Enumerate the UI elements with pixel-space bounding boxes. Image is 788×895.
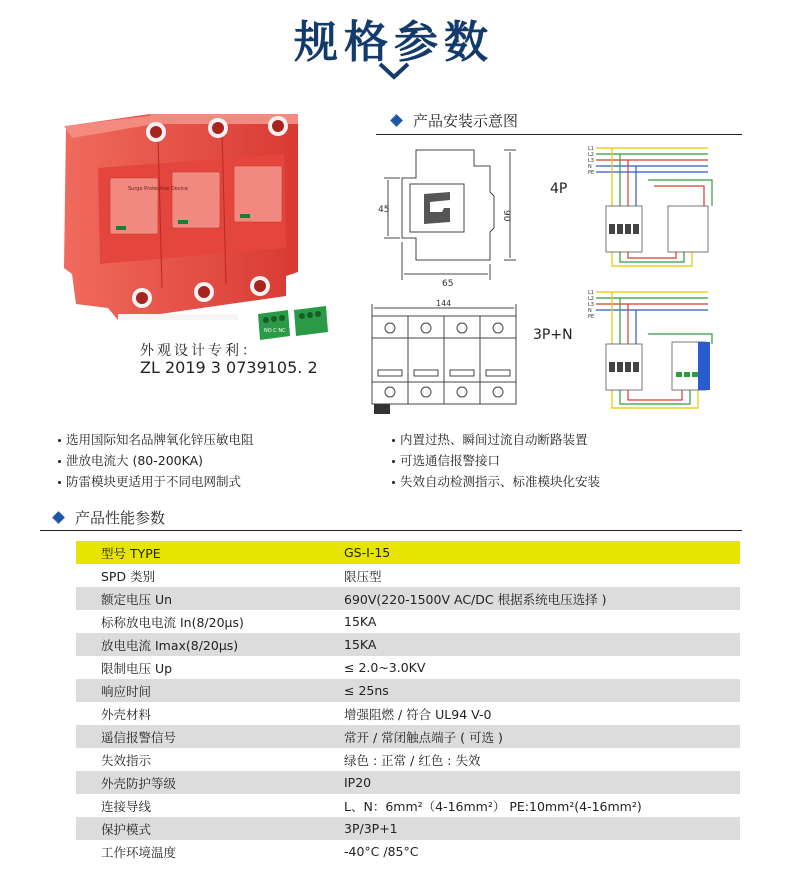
spec-value: GS-I-15 xyxy=(321,541,740,564)
spec-value: ≤ 2.0~3.0KV xyxy=(321,656,740,679)
table-row xyxy=(76,771,740,794)
spec-value: 增强阻燃 / 符合 UL94 V-0 xyxy=(321,702,740,725)
feature-item: 失效自动检测指示、标准模块化安装 xyxy=(392,472,600,490)
spec-key: 保护模式 xyxy=(76,817,321,840)
table-row xyxy=(76,633,740,656)
diamond-bullet-icon xyxy=(52,511,65,524)
product-label-text: Surge Protective Device xyxy=(128,186,188,192)
table-row xyxy=(76,817,740,840)
table-row xyxy=(76,725,740,748)
spec-key: 标称放电电流 In(8/20µs) xyxy=(76,610,321,633)
dim-height-outer: 90 xyxy=(501,210,511,222)
wiring-diagram-4p xyxy=(588,140,728,274)
install-section-title: 产品安装示意图 xyxy=(413,112,519,130)
spec-key: 额定电压 Un xyxy=(76,587,321,610)
patent-number: ZL 2019 3 0739105. 2 xyxy=(140,358,318,377)
diamond-bullet-icon xyxy=(390,114,403,127)
performance-section-title: 产品性能参数 xyxy=(75,509,166,527)
terminal-text: NO C NC xyxy=(264,328,286,334)
wiring-3pn-label: 3P+N xyxy=(533,327,573,343)
feature-item: 选用国际知名品牌氧化锌压敏电阻 xyxy=(58,430,254,448)
spec-key: 型号 TYPE xyxy=(76,541,321,564)
install-section-heading xyxy=(392,110,518,131)
spec-key: 遥信报警信号 xyxy=(76,725,321,748)
product-image xyxy=(58,108,328,328)
spec-value: 15KA xyxy=(321,633,740,656)
feature-item: 泄放电流大 (80-200KA) xyxy=(58,451,203,469)
table-row xyxy=(76,679,740,702)
feature-item: 内置过热、瞬间过流自动断路装置 xyxy=(392,430,588,448)
chevron-down-icon xyxy=(377,60,411,82)
side-dimension-drawing xyxy=(366,138,536,288)
wire-label-pe: PE xyxy=(588,170,595,176)
spec-key: 工作环境温度 xyxy=(76,840,321,863)
spec-key: 失效指示 xyxy=(76,748,321,771)
spec-value: 绿色 : 正常 / 红色 : 失效 xyxy=(321,748,740,771)
spec-key: 限制电压 Up xyxy=(76,656,321,679)
patent-label: 外观设计专利： xyxy=(140,343,259,359)
table-row xyxy=(76,702,740,725)
spec-key: 放电电流 Imax(8/20µs) xyxy=(76,633,321,656)
wire-label-l1: L1 xyxy=(588,146,594,152)
spec-key: 外壳材料 xyxy=(76,702,321,725)
performance-section-divider xyxy=(40,530,742,531)
table-row xyxy=(76,840,740,863)
table-row xyxy=(76,656,740,679)
page-title: 规格参数 xyxy=(294,17,494,68)
wire-label-l2: L2 xyxy=(588,296,594,302)
dim-depth: 65 xyxy=(442,279,454,288)
table-row xyxy=(76,794,740,817)
wire-label-l1: L1 xyxy=(588,290,594,296)
spec-key: 外壳防护等级 xyxy=(76,771,321,794)
wire-label-l3: L3 xyxy=(588,302,594,308)
dim-height-inner: 45 xyxy=(378,205,390,215)
dim-width: 144 xyxy=(436,300,452,308)
spec-value: ≤ 25ns xyxy=(321,679,740,702)
spec-value: IP20 xyxy=(321,771,740,794)
feature-item: 防雷模块更适用于不同电网制式 xyxy=(58,472,241,490)
wire-label-n: N xyxy=(588,308,592,314)
spec-table xyxy=(76,541,740,863)
table-row xyxy=(76,541,740,564)
table-row xyxy=(76,564,740,587)
feature-item: 可选通信报警接口 xyxy=(392,451,500,469)
table-row xyxy=(76,748,740,771)
terminal-block-image xyxy=(256,302,330,344)
spec-key: 响应时间 xyxy=(76,679,321,702)
wire-label-pe: PE xyxy=(588,314,595,320)
spec-value: 690V(220-1500V AC/DC 根据系统电压选择 ) xyxy=(321,587,740,610)
wire-label-l2: L2 xyxy=(588,152,594,158)
spec-value: 3P/3P+1 xyxy=(321,817,740,840)
spec-value: -40°C /85°C xyxy=(321,840,740,863)
wire-label-l3: L3 xyxy=(588,158,594,164)
spec-value: 15KA xyxy=(321,610,740,633)
wiring-4p-label: 4P xyxy=(550,181,568,197)
wire-label-n: N xyxy=(588,164,592,170)
install-section-divider xyxy=(376,134,742,135)
spec-value: 常开 / 常闭触点端子 ( 可选 ) xyxy=(321,725,740,748)
wiring-diagram-3pn xyxy=(588,284,728,418)
table-row xyxy=(76,587,740,610)
spec-key: SPD 类别 xyxy=(76,564,321,587)
spec-value: 限压型 xyxy=(321,564,740,587)
table-row xyxy=(76,610,740,633)
performance-section-heading xyxy=(54,507,165,528)
spec-value: L、N：6mm²（4-16mm²） PE:10mm²(4-16mm²) xyxy=(321,794,740,817)
spec-key: 连接导线 xyxy=(76,794,321,817)
front-dimension-drawing xyxy=(366,300,522,418)
